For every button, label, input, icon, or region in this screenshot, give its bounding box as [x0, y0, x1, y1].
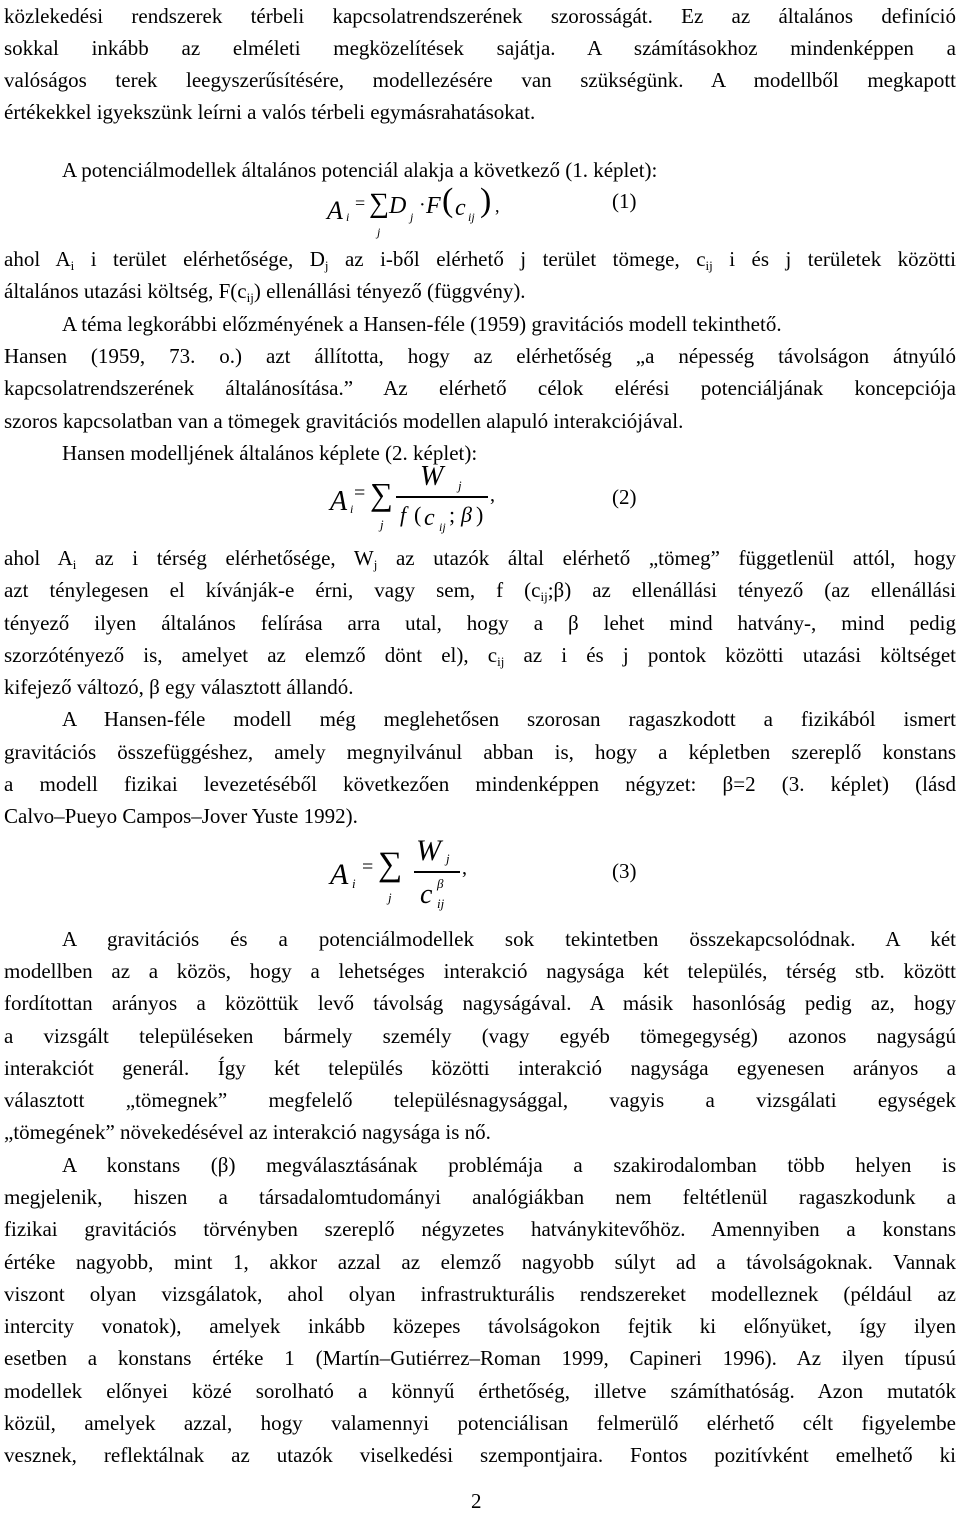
text-line: értékekkel igyekszünk leírni a valós térbeli egymásrahatásokat. — [4, 100, 536, 124]
text-line: tényező ilyen általános felírása arra utal, hogy a β lehet mind hatvány-, mind pedig — [4, 611, 956, 635]
eq-superscript: β — [437, 876, 444, 891]
sum-symbol: ∑ — [369, 188, 389, 219]
eq-subscript: i — [352, 876, 356, 891]
fraction-bar — [414, 871, 460, 873]
text-line: Hansen (1959, 73. o.) azt állította, hogy az elérhetőség „a népesség távolságon átnyúló — [4, 344, 956, 368]
text-line: modellben az a közös, hogy a lehetséges interakció nagysága két település, térség stb. között — [4, 959, 956, 983]
text-line: azt ténylegesen el kívánják-e érni, vagy sem, f $(c_{ij};\beta)$ az ellenállási tényező (az ellenállási — [4, 578, 957, 604]
text-line: ahol $A_i$ az i térség elérhetősége, $W_j$ az utazók által elérhető „tömeg” függetlenül attól, hogy — [4, 546, 957, 572]
equation-number: (1) — [612, 189, 637, 213]
text-line: választott „tömegnek” megfelelő településnagysággal, vagyis a vizsgálati egységek — [4, 1088, 956, 1112]
text-line: Calvo–Pueyo Campos–Jover Yuste 1992). — [4, 804, 358, 828]
text-line: közül, amelyek azzal, hogy valamennyi potenciálisan felmerülő elérhető célt figyelembe — [4, 1411, 956, 1435]
eq-symbol: A — [330, 486, 348, 517]
page-number: 2 — [471, 1489, 482, 1513]
text-line: esetben a konstans értéke 1 (Martín–Gutiérrez–Roman 1999, Capineri 1996). Az ilyen típusú — [4, 1346, 956, 1370]
eq-subscript: j — [388, 890, 392, 905]
eq-subscript: j — [380, 517, 384, 532]
eq-symbol: F — [426, 193, 441, 219]
eq-subscript: i — [350, 502, 354, 516]
eq-symbol: = — [354, 482, 366, 504]
eq-symbol: c — [424, 505, 435, 531]
text-line: közlekedési rendszerek térbeli kapcsolatrendszerének szorosságát. Ez az általános definíció — [4, 4, 956, 28]
text-line: sokkal inkább az elméleti megközelítések sajátja. A számításokhoz mindenképpen a — [4, 36, 956, 60]
eq-symbol: c — [420, 879, 433, 910]
text-line: szoros kapcsolatban van a tömegek gravitációs modellen alapuló interakciójával. — [4, 409, 684, 433]
text-line: modellek előnyei közé sorolható a könnyű érthetőség, illetve számíthatóság. Azon mutatók — [4, 1379, 956, 1403]
sum-symbol: ∑ — [378, 846, 403, 883]
equation-number: (3) — [612, 859, 637, 883]
text-line: általános utazási költség, $F(c_{ij})$ ellenállási tényező (függvény). — [4, 279, 526, 305]
eq-subscript: ij — [468, 210, 475, 224]
eq-subscript: i — [346, 210, 350, 224]
text-line: fizikai gravitációs törvényben szereplő négyzetes hatványkitevőhöz. Amennyiben a konstans — [4, 1217, 956, 1241]
eq-symbol: c — [455, 195, 466, 221]
text-line: kapcsolatrendszerének általánosítása.” Az elérhető célok elérési potenciáljának koncepciója — [4, 376, 956, 400]
eq-symbol: ( — [414, 502, 422, 527]
eq-symbol: ( — [442, 182, 454, 219]
eq-symbol: W — [416, 834, 441, 867]
text-line: értéke nagyobb, mint 1, akkor azzal az elemző nagyobb súlyt ad a távolságoknak. Vannak — [4, 1250, 956, 1274]
text-line: A konstans (β) megválasztásának problémája a szakirodalomban több helyen is — [62, 1153, 956, 1177]
text-line: A Hansen-féle modell még meglehetősen szorosan ragaszkodott a fizikából ismert — [62, 707, 956, 731]
text-line: megjelenik, hiszen a társadalomtudományi analógiákban nem feltétlenül ragaszkodunk a — [4, 1185, 956, 1209]
eq-symbol: f — [400, 502, 407, 527]
text-line: intercity vonatok), amelyek inkább közepes távolságokon fejtik ki előnyüket, így ilyen — [4, 1314, 956, 1338]
text-line: „tömegének” növekedésével az interakció nagysága is nő. — [4, 1120, 491, 1144]
text-line: viszont olyan vizsgálatok, ahol olyan infrastrukturális rendszereket modelleznek (például az — [4, 1282, 956, 1306]
text-line: A potenciálmodellek általános potenciál alakja a következő (1. képlet): — [62, 158, 658, 182]
eq-symbol: W — [420, 461, 444, 492]
text-line: ahol $A_i$ i terület elérhetősége, $D_j$ az i-ből elérhető j terület tömege, $c_{ij}$ i és j területek közötti — [4, 247, 956, 273]
eq-symbol: β — [461, 502, 472, 527]
eq-symbol: = — [362, 856, 374, 878]
eq-symbol: D — [389, 193, 407, 219]
sum-symbol: ∑ — [370, 476, 393, 512]
eq-subscript: ij — [437, 896, 445, 911]
eq-symbol: ) — [476, 502, 484, 527]
text-line: fordítottan arányos a közöttük levő távolság nagyságával. A másik hasonlóság pedig az, hogy — [4, 991, 956, 1015]
eq-subscript: j — [458, 478, 462, 493]
eq-subscript: j — [377, 225, 381, 239]
text-line: kifejező változó, β egy választott állandó. — [4, 675, 354, 699]
eq-symbol: A — [330, 858, 349, 891]
text-line: a vizsgált településeken bármely személy (vagy egyéb tömegegység) azonos nagyságú — [4, 1024, 956, 1048]
eq-symbol: A — [327, 196, 343, 225]
eq-symbol: , — [490, 484, 495, 506]
text-line: gravitációs összefüggéshez, amely megnyilvánul abban is, hogy a képletben szereplő konstans — [4, 740, 956, 764]
text-line: A téma legkorábbi előzményének a Hansen-féle (1959) gravitációs modell tekinthető. — [62, 312, 782, 336]
text-line: interakciót generál. Így két település közötti interakció nagysága egyenesen arányos a — [4, 1056, 956, 1080]
eq-symbol: = — [355, 193, 366, 213]
eq-symbol: , — [462, 857, 467, 879]
text-line: a modell fizikai levezetéséből következően mindenképpen négyzet: β=2 (3. képlet) (lásd — [4, 772, 956, 796]
eq-subscript: ij — [439, 520, 446, 534]
text-line: Hansen modelljének általános képlete (2. képlet): — [62, 441, 478, 465]
fraction-bar — [396, 496, 488, 498]
eq-subscript: j — [446, 851, 450, 866]
eq-symbol: ) — [480, 182, 492, 219]
text-line: A gravitációs és a potenciálmodellek sok tekintetben összekapcsolódnak. A két — [62, 927, 956, 951]
eq-symbol: ; — [449, 502, 456, 527]
equation-number: (2) — [612, 485, 637, 509]
text-line: szorzótényező is, amelyet az elemző dönt el), $c_{ij}$ az i és j pontok közötti utazási költséget — [4, 643, 957, 669]
eq-symbol: · — [419, 194, 426, 216]
text-line: vesznek, reflektálnak az utazók viselkedési szempontjaira. Fontos pozitívként emelhető ki — [4, 1443, 956, 1467]
eq-subscript: j — [410, 210, 414, 224]
eq-symbol: , — [495, 196, 500, 216]
text-line: valóságos terek leegyszerűsítésére, modellezésére van szükségünk. A modellből megkapott — [4, 68, 956, 92]
